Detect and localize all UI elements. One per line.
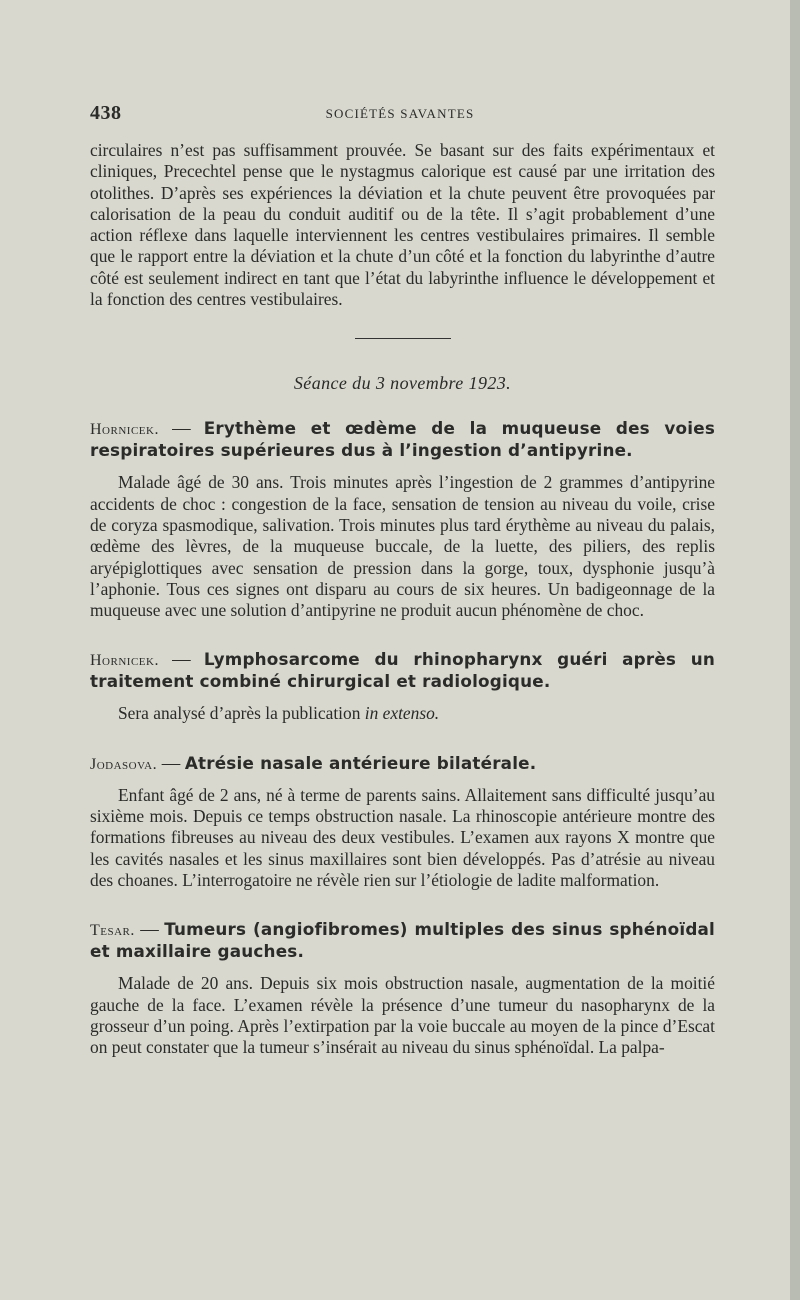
entry-heading [90, 649, 715, 693]
entry-author: Tesar. [90, 922, 135, 940]
entry-title: Lymphosarcome du rhinopharynx guéri après un traitement combiné chirurgical et radiologique. [90, 649, 716, 692]
entry-erytheme [90, 418, 715, 621]
entry-dash: — [172, 419, 191, 440]
entry-title: Tumeurs (angiofibromes) multiples des sinus sphénoïdal et maxillaire gauches. [90, 919, 716, 962]
page-header [90, 102, 710, 126]
entry-body-italic: in extenso. [364, 703, 440, 724]
entry-dash: — [161, 753, 181, 774]
entry-heading [90, 418, 715, 462]
entry-author: Hornicek. [90, 652, 159, 670]
session-heading: Séance du 3 novembre 1923. [293, 373, 512, 394]
entry-heading [90, 753, 715, 775]
entry-atresie [90, 753, 715, 891]
entry-title: Erythème et œdème de la muqueuse des voies respiratoires supérieures dus à l’ingestion d’antipyrine. [90, 418, 716, 461]
entry-body-text: Sera analysé d’après la publication [118, 703, 361, 724]
entry-tumeurs [90, 919, 715, 1058]
entry-author: Hornicek. [90, 421, 159, 439]
entry-body: Enfant âgé de 2 ans, né à terme de parents sains. Allaitement sans difficulté jusqu’au sixième mois. Depuis ce temps obstruction nasale. La rhinoscopie antérieure montre des formations fibreuses au niveau des deux vestibules. L’examen aux rayons X montre que les cavités nasales et les sinus maxillaires sont bien développés. Pas d’atrésie au niveau des choanes. L’interrogatoire ne révèle rien sur l’étiologie de ladite malformation. [90, 784, 715, 890]
entry-body: Malade de 20 ans. Depuis six mois obstruction nasale, augmentation de la moitié gauche de la face. L’examen révèle la présence d’une tumeur du nasopharynx de la grosseur d’un poing. Après l’extirpation par la voie buccale au moyen de la pince d’Escat on peut constater que la tumeur s’insérait au niveau du sinus sphénoïdal. La palpa- [90, 973, 715, 1058]
entry-dash: — [172, 650, 191, 671]
intro-paragraph: circulaires n’est pas suffisamment prouvée. Se basant sur des faits expérimentaux et cliniques, Precechtel pense que le nystagmus calorique est causé par une irritation des otolithes. D’après ses expériences la déviation et la chute peuvent être provoquées par calorisation de la peau du conduit auditif ou de la tête. Il s’agit probablement d’une action réflexe dans laquelle interviennent les centres vestibulaires primaires. Il semble que le rapport entre la déviation et la chute d’un côté et la fonction du labyrinthe d’autre côté est seulement indirect en tant que l’état du labyrinthe influence le développement et la fonction des centres vestibulaires. [90, 140, 715, 310]
entry-title: Atrésie nasale antérieure bilatérale. [184, 752, 537, 773]
entry-dash: — [140, 920, 159, 941]
page-number: 438 [90, 102, 122, 124]
entry-body: Malade âgé de 30 ans. Trois minutes après l’ingestion de 2 grammes d’antipyrine accidents de choc : congestion de la face, sensation de tension au niveau du voile, crise de coryza spasmodique, salivation. Trois minutes plus tard érythème au niveau du palais, œdème des lèvres, de la muqueuse buccale, de la luette, des piliers, des replis aryépiglottiques avec sensation de pression dans la gorge, toux, dysphonie jusqu’à l’aphonie. Tous ces signes ont disparu au cours de six heures. Un badigeonnage de la muqueuse avec une solution d’antipyrine ne produit aucun phénomène de choc. [90, 472, 715, 621]
page-body [90, 140, 715, 1058]
entry-heading [90, 919, 715, 963]
entry-lymphosarcome [90, 649, 715, 724]
section-divider [355, 338, 451, 339]
entry-body [90, 703, 715, 724]
entry-author: Jodasova. [90, 755, 158, 773]
running-head: SOCIÉTÉS SAVANTES [325, 106, 475, 121]
